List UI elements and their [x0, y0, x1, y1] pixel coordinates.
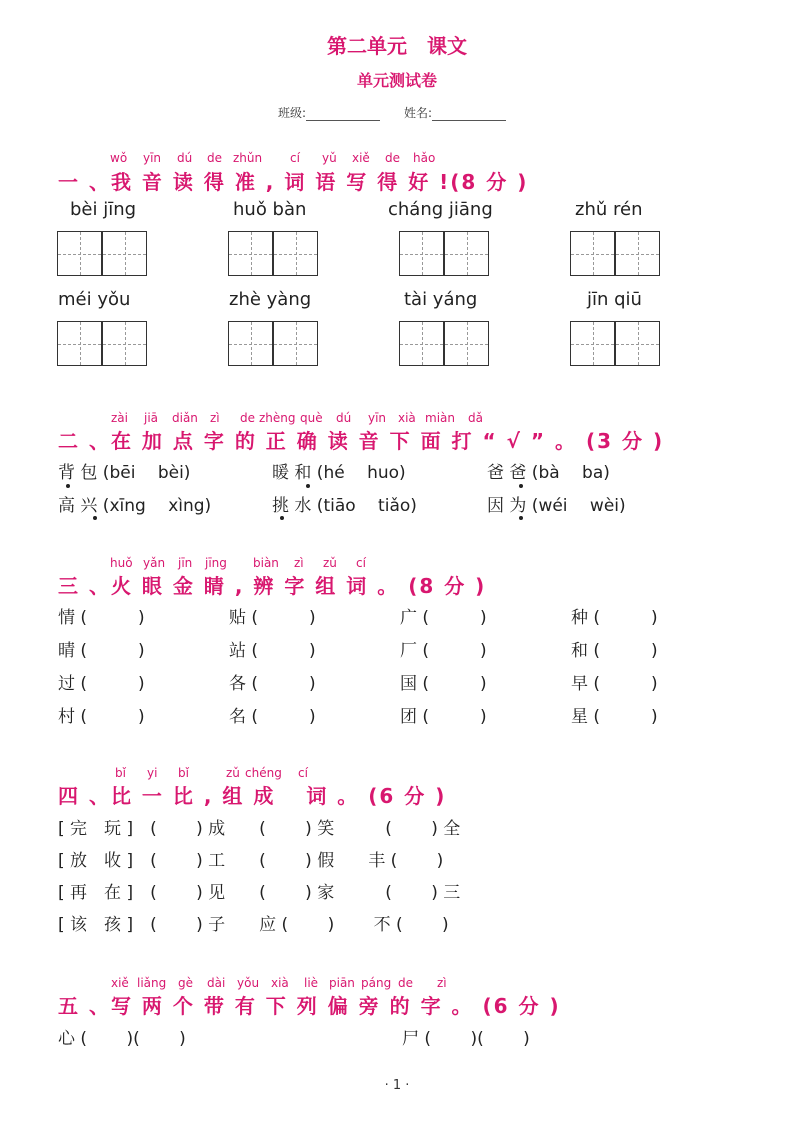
- radical-item[interactable]: 心 ( )( ): [58, 1029, 186, 1049]
- writing-box[interactable]: [444, 321, 489, 366]
- pinyin: liǎng: [137, 976, 167, 990]
- emphasis-dot: [306, 484, 310, 488]
- word-group-item[interactable]: 晴 ( ): [58, 641, 145, 661]
- pinyin: xiě: [352, 151, 370, 165]
- writing-box[interactable]: [615, 231, 660, 276]
- reading-item[interactable]: 背 包 (bēi bèi): [58, 463, 191, 483]
- word-group-item[interactable]: 情 ( ): [58, 608, 145, 628]
- pinyin: chéng: [245, 766, 282, 780]
- word-group-item[interactable]: 广 ( ): [400, 608, 487, 628]
- pinyin: miàn: [425, 411, 455, 425]
- writing-box[interactable]: [273, 321, 318, 366]
- emphasis-dot: [93, 516, 97, 520]
- reading-item[interactable]: 爸 爸 (bà ba): [487, 463, 610, 483]
- reading-item[interactable]: 暖 和 (hé huo): [272, 463, 406, 483]
- pinyin: wǒ: [110, 151, 128, 165]
- emphasis-dot: [280, 516, 284, 520]
- compare-row[interactable]: [ 放 收 ] ( ) 工 ( ) 假 丰 ( ): [58, 851, 444, 871]
- reading-item[interactable]: 因 为 (wéi wèi): [487, 496, 626, 516]
- pinyin: zǔ: [323, 556, 337, 570]
- pinyin: yi: [147, 766, 158, 780]
- pinyin-word: tài yáng: [404, 289, 478, 310]
- pinyin: yǎn: [143, 556, 166, 570]
- writing-box[interactable]: [102, 321, 147, 366]
- pinyin: gè: [178, 976, 193, 990]
- pinyin: biàn: [253, 556, 279, 570]
- sec3-heading: 三 、火 眼 金 睛 , 辨 字 组 词 。 (8 分 ): [58, 574, 487, 598]
- writing-box[interactable]: [228, 231, 273, 276]
- emphasis-dot: [519, 484, 523, 488]
- pinyin: jīng: [205, 556, 227, 570]
- pinyin: de: [240, 411, 255, 425]
- reading-item[interactable]: 高 兴 (xīng xìng): [58, 496, 212, 516]
- word-group-item[interactable]: 国 ( ): [400, 674, 487, 694]
- pinyin: dài: [207, 976, 226, 990]
- pinyin: liè: [304, 976, 319, 990]
- sec2-heading: 二 、在 加 点 字 的 正 确 读 音 下 面 打 “ √ ” 。 (3 分 ): [58, 429, 665, 453]
- pinyin: zhǔn: [233, 151, 263, 165]
- pinyin: xiě: [111, 976, 129, 990]
- page-title: 第二单元 课文: [327, 34, 467, 58]
- pinyin: diǎn: [172, 411, 198, 425]
- writing-box[interactable]: [228, 321, 273, 366]
- writing-box[interactable]: [102, 231, 147, 276]
- writing-box[interactable]: [399, 321, 444, 366]
- pinyin-word: jīn qiū: [587, 289, 642, 310]
- pinyin: huǒ: [110, 556, 133, 570]
- pinyin: dú: [336, 411, 352, 425]
- pinyin: yǒu: [237, 976, 260, 990]
- word-group-item[interactable]: 团 ( ): [400, 707, 487, 727]
- name-field[interactable]: [404, 104, 506, 121]
- word-group-item[interactable]: 站 ( ): [229, 641, 316, 661]
- pinyin: jiā: [144, 411, 159, 425]
- writing-box[interactable]: [57, 231, 102, 276]
- pinyin: yīn: [368, 411, 387, 425]
- sec5-heading: 五 、写 两 个 带 有 下 列 偏 旁 的 字 。 (6 分 ): [58, 994, 561, 1018]
- page-subtitle: 单元测试卷: [356, 71, 437, 90]
- pinyin: piān: [329, 976, 355, 990]
- pinyin: dú: [177, 151, 193, 165]
- word-group-item[interactable]: 和 ( ): [571, 641, 658, 661]
- pinyin: bǐ: [115, 766, 126, 780]
- word-group-item[interactable]: 过 ( ): [58, 674, 145, 694]
- writing-box[interactable]: [570, 321, 615, 366]
- writing-box[interactable]: [57, 321, 102, 366]
- pinyin-word: huǒ bàn: [233, 199, 307, 220]
- word-group-item[interactable]: 种 ( ): [571, 608, 658, 628]
- pinyin-word: zhè yàng: [229, 289, 312, 310]
- pinyin: zì: [294, 556, 304, 570]
- pinyin: cí: [290, 151, 300, 165]
- pinyin-word: méi yǒu: [58, 289, 131, 310]
- writing-box[interactable]: [444, 231, 489, 276]
- pinyin: zài: [111, 411, 128, 425]
- pinyin: yǔ: [322, 151, 337, 165]
- pinyin: zǔ: [226, 766, 240, 780]
- pinyin: zì: [437, 976, 447, 990]
- word-group-item[interactable]: 厂 ( ): [400, 641, 487, 661]
- word-group-item[interactable]: 名 ( ): [229, 707, 316, 727]
- pinyin-word: cháng jiāng: [388, 199, 493, 220]
- word-group-item[interactable]: 早 ( ): [571, 674, 658, 694]
- word-group-item[interactable]: 贴 ( ): [229, 608, 316, 628]
- reading-item[interactable]: 挑 水 (tiāo tiǎo): [272, 496, 417, 516]
- pinyin: hǎo: [413, 151, 436, 165]
- radical-item[interactable]: 尸 ( )( ): [402, 1029, 530, 1049]
- writing-box[interactable]: [273, 231, 318, 276]
- pinyin: xià: [271, 976, 289, 990]
- pinyin: de: [398, 976, 413, 990]
- writing-box[interactable]: [399, 231, 444, 276]
- page-number: · 1 ·: [384, 1078, 410, 1093]
- word-group-item[interactable]: 星 ( ): [571, 707, 658, 727]
- class-field[interactable]: [278, 104, 380, 121]
- pinyin: xià: [398, 411, 416, 425]
- pinyin: páng: [361, 976, 392, 990]
- pinyin: cí: [298, 766, 308, 780]
- emphasis-dot: [66, 484, 70, 488]
- pinyin-word: zhǔ rén: [575, 199, 643, 220]
- writing-box[interactable]: [570, 231, 615, 276]
- pinyin: zì: [210, 411, 220, 425]
- pinyin: jīn: [178, 556, 193, 570]
- word-group-item[interactable]: 村 ( ): [58, 707, 145, 727]
- pinyin: yīn: [143, 151, 162, 165]
- writing-box[interactable]: [615, 321, 660, 366]
- pinyin: bǐ: [178, 766, 189, 780]
- pinyin: cí: [356, 556, 366, 570]
- emphasis-dot: [519, 516, 523, 520]
- pinyin: dǎ: [468, 411, 483, 425]
- pinyin: de: [207, 151, 222, 165]
- pinyin: zhèng: [259, 411, 296, 425]
- compare-row[interactable]: [ 再 在 ] ( ) 见 ( ) 家 ( ) 三: [58, 883, 461, 903]
- pinyin: de: [385, 151, 400, 165]
- sec4-heading: 四 、比 一 比 , 组 成 词 。 (6 分 ): [58, 784, 447, 808]
- sec1-heading: 一 、我 音 读 得 准 , 词 语 写 得 好 !(8 分 ): [58, 170, 529, 194]
- compare-row[interactable]: [ 完 玩 ] ( ) 成 ( ) 笑 ( ) 全: [58, 819, 461, 839]
- pinyin-word: bèi jīng: [70, 199, 137, 220]
- word-group-item[interactable]: 各 ( ): [229, 674, 316, 694]
- pinyin: què: [300, 411, 323, 425]
- name-label: 姓名:: [404, 106, 433, 120]
- sec1-pinyin-row: [0, 151, 794, 167]
- class-label: 班级:: [278, 106, 307, 120]
- class-blank[interactable]: [306, 106, 380, 121]
- name-blank[interactable]: [432, 106, 506, 121]
- compare-row[interactable]: [ 该 孩 ] ( ) 子 应 ( ) 不 ( ): [58, 915, 449, 935]
